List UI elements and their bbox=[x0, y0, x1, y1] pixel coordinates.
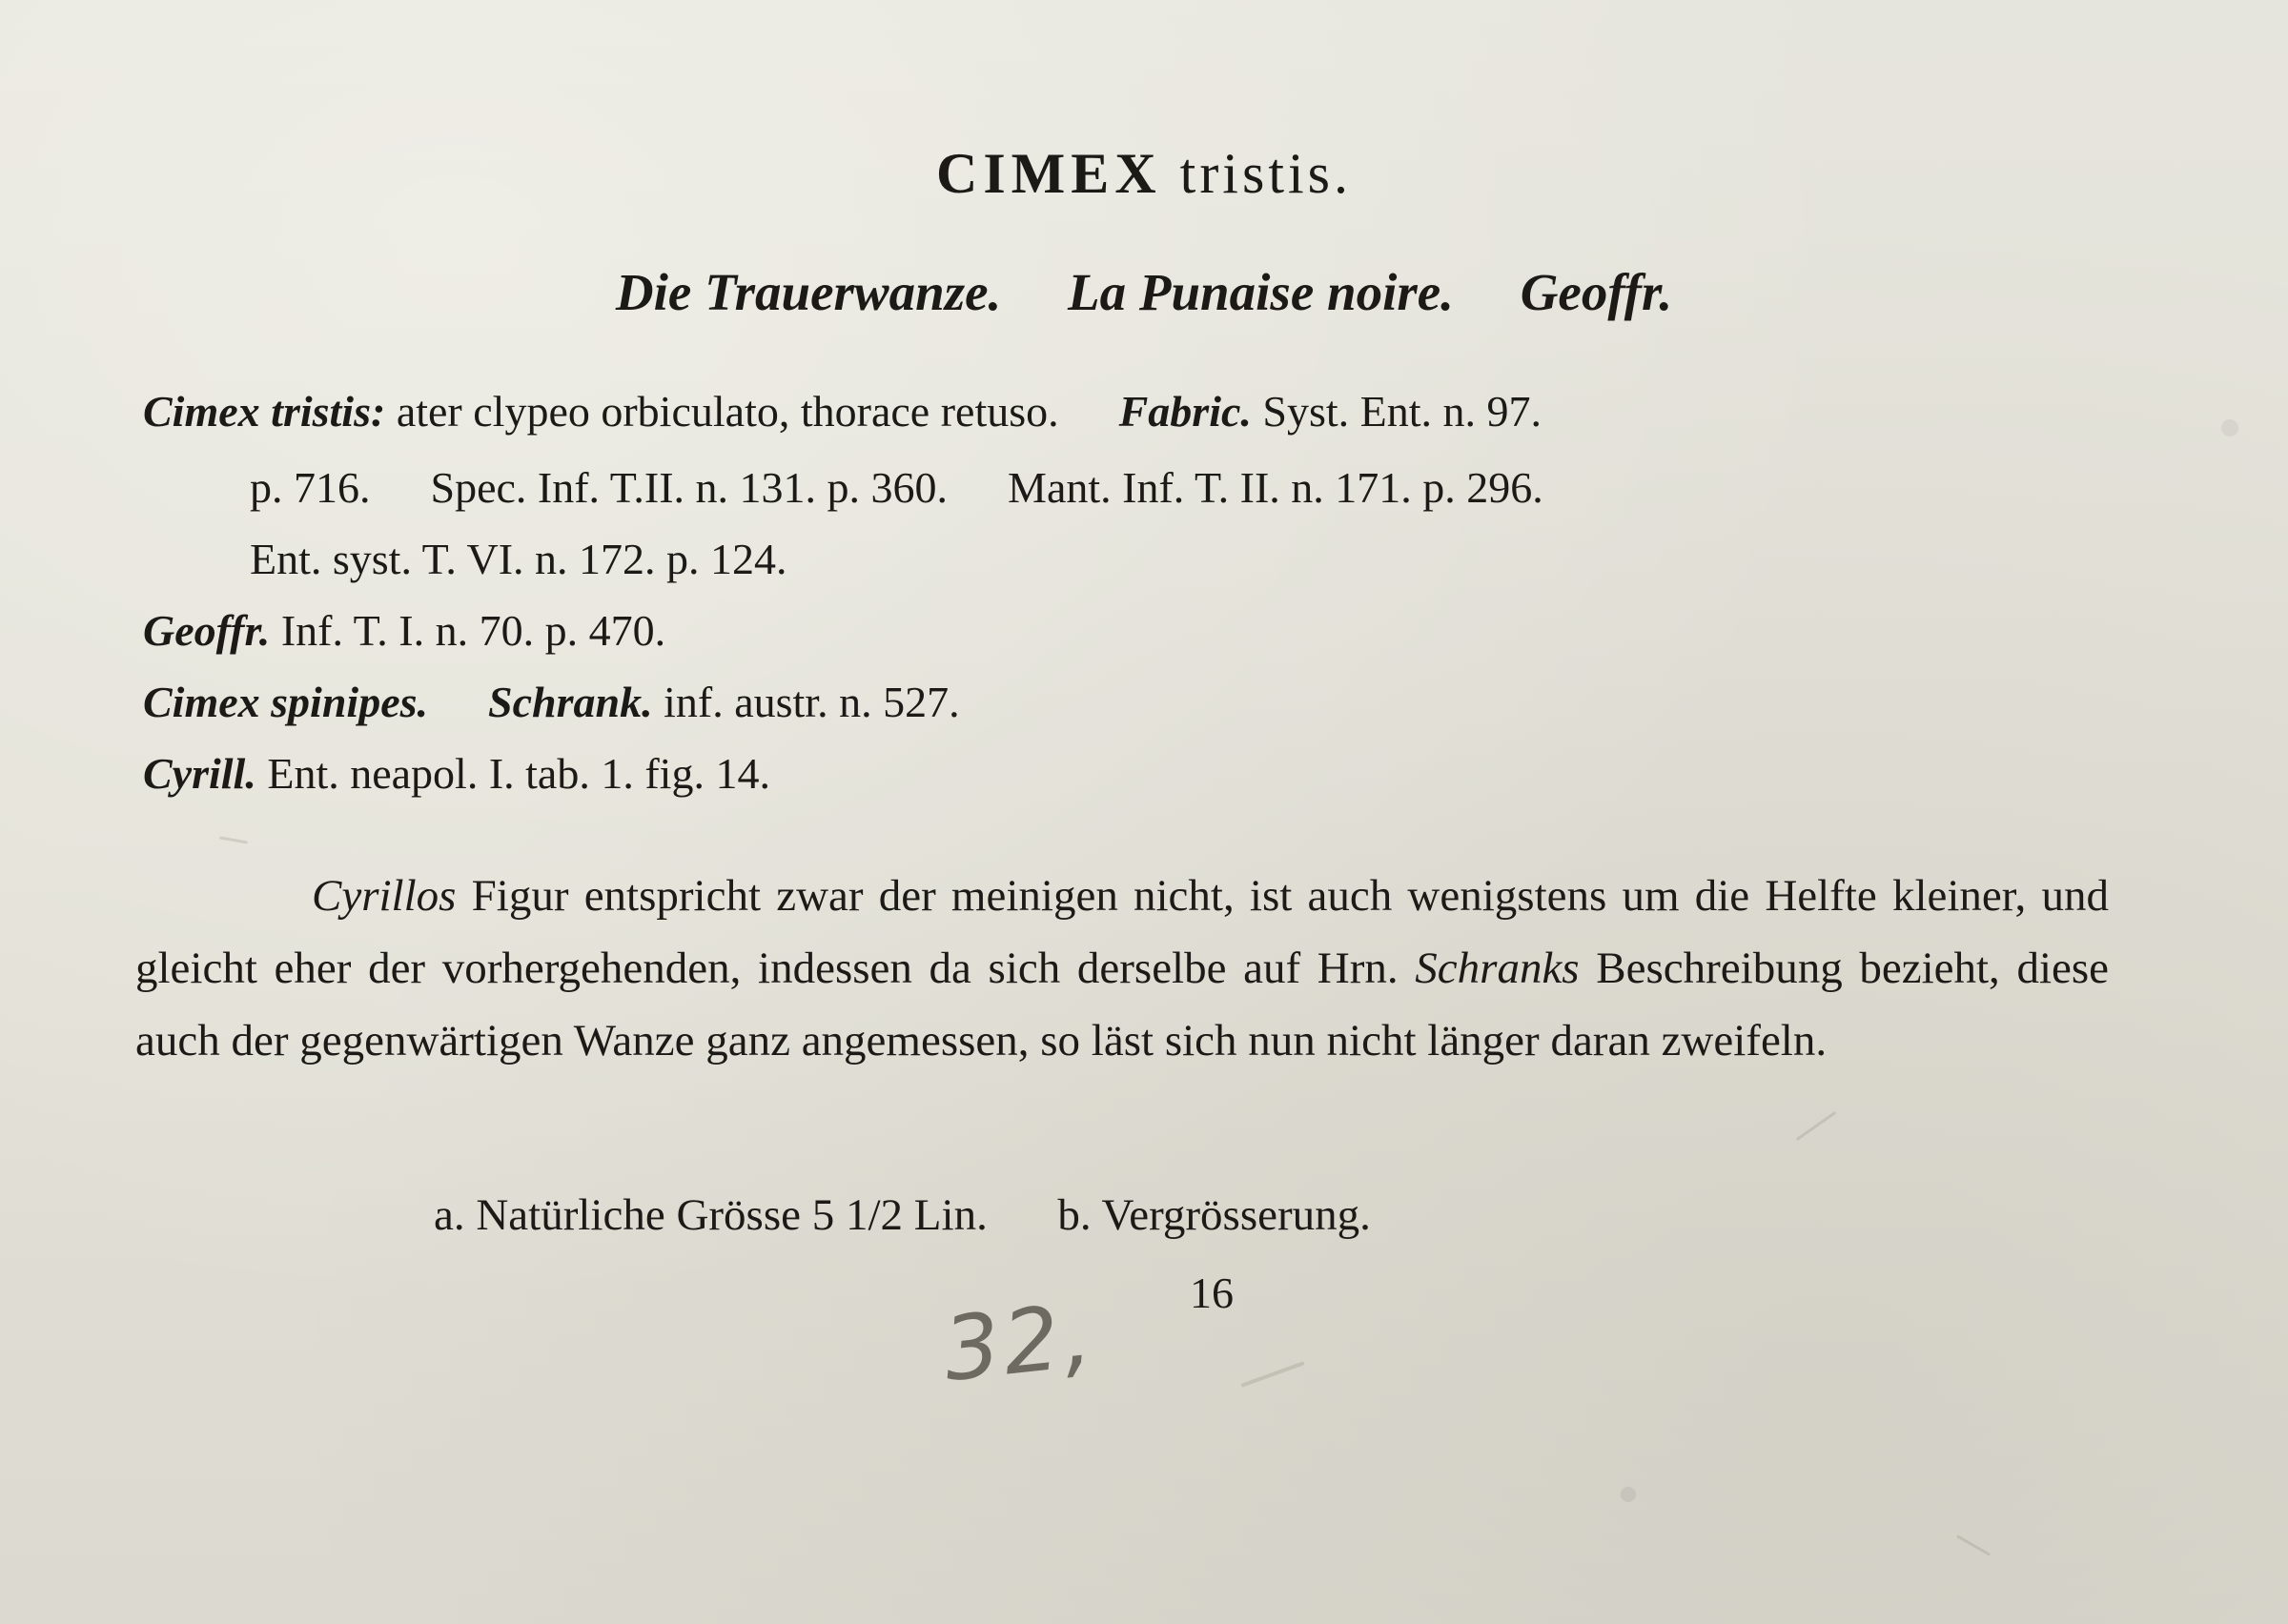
caption-natural-size: a. Natürliche Grösse 5 1/2 Lin. bbox=[434, 1190, 988, 1240]
caption-magnified: b. Vergrösserung. bbox=[1057, 1190, 1371, 1240]
paragraph-text-2: Beschreibung bezieht, diese auch der gegenwärtigen Wanze ganz angemessen, so läst sich nun nicht länger daran zweifeln. bbox=[135, 944, 2110, 1066]
title-species: tristis. bbox=[1179, 142, 1353, 205]
synonymy-line-1 bbox=[143, 386, 2107, 436]
synonym-ref-text: Syst. Ent. n. 97. bbox=[1262, 387, 1542, 436]
synonym-name: Geoffr. bbox=[143, 606, 271, 655]
paragraph-ref-name: Schranks bbox=[1415, 944, 1580, 993]
page-subtitle bbox=[0, 262, 2288, 322]
synonym-ref-author: Fabric. bbox=[1118, 387, 1252, 436]
synonymy-line-5 bbox=[143, 677, 2107, 727]
paper-speck bbox=[2221, 419, 2238, 436]
title-genus: CIMEX bbox=[935, 142, 1162, 205]
synonym-ref-author: Schrank. bbox=[488, 678, 653, 726]
paper-speck bbox=[1621, 1487, 1636, 1502]
synonym-text: Spec. Inf. T.II. n. 131. p. 360. bbox=[430, 463, 949, 512]
synonym-text: Ent. neapol. I. tab. 1. fig. 14. bbox=[267, 749, 770, 798]
synonymy-line-6 bbox=[143, 748, 2107, 799]
synonym-text: p. 716. bbox=[250, 463, 371, 512]
page-number: 16 bbox=[1190, 1269, 1234, 1317]
synonymy-line-3 bbox=[250, 534, 2214, 584]
synonym-name: Cimex spinipes. bbox=[143, 678, 429, 726]
synonym-text: Inf. T. I. n. 70. p. 470. bbox=[280, 606, 666, 655]
subtitle-author: Geoffr. bbox=[1520, 263, 1673, 321]
paragraph-text-1: Figur entspricht zwar der meinigen nicht, ist auch wenigstens um die Helfte kleiner, und gleicht eher der vorhergehenden, indessen da sich derselbe auf Hrn. bbox=[135, 871, 2109, 993]
paper-fiber bbox=[1240, 1361, 1304, 1388]
paper-fiber bbox=[1796, 1111, 1837, 1141]
synonym-text: Ent. syst. T. VI. n. 172. p. 124. bbox=[250, 535, 787, 583]
handwritten-note: 32, bbox=[938, 1284, 1100, 1401]
synonym-text: inf. austr. n. 527. bbox=[664, 678, 960, 726]
synonym-text: Mant. Inf. T. II. n. 171. p. 296. bbox=[1008, 463, 1543, 512]
figure-caption bbox=[434, 1189, 1371, 1241]
paper-fiber bbox=[1956, 1534, 1991, 1556]
synonymy-line-4 bbox=[143, 605, 2107, 656]
body-paragraph bbox=[135, 860, 2109, 1077]
synonym-name: Cimex tristis: bbox=[143, 387, 386, 436]
page-title bbox=[0, 141, 2288, 207]
synonymy-line-2 bbox=[250, 462, 2214, 513]
subtitle-french: La Punaise noire. bbox=[1068, 263, 1454, 321]
synonym-name: Cyrill. bbox=[143, 749, 256, 798]
subtitle-german: Die Trauerwanze. bbox=[615, 263, 1002, 321]
synonym-text: ater clypeo orbiculato, thorace retuso. bbox=[396, 387, 1059, 436]
paragraph-lead-name: Cyrillos bbox=[312, 871, 457, 921]
paper-fiber bbox=[219, 836, 248, 843]
